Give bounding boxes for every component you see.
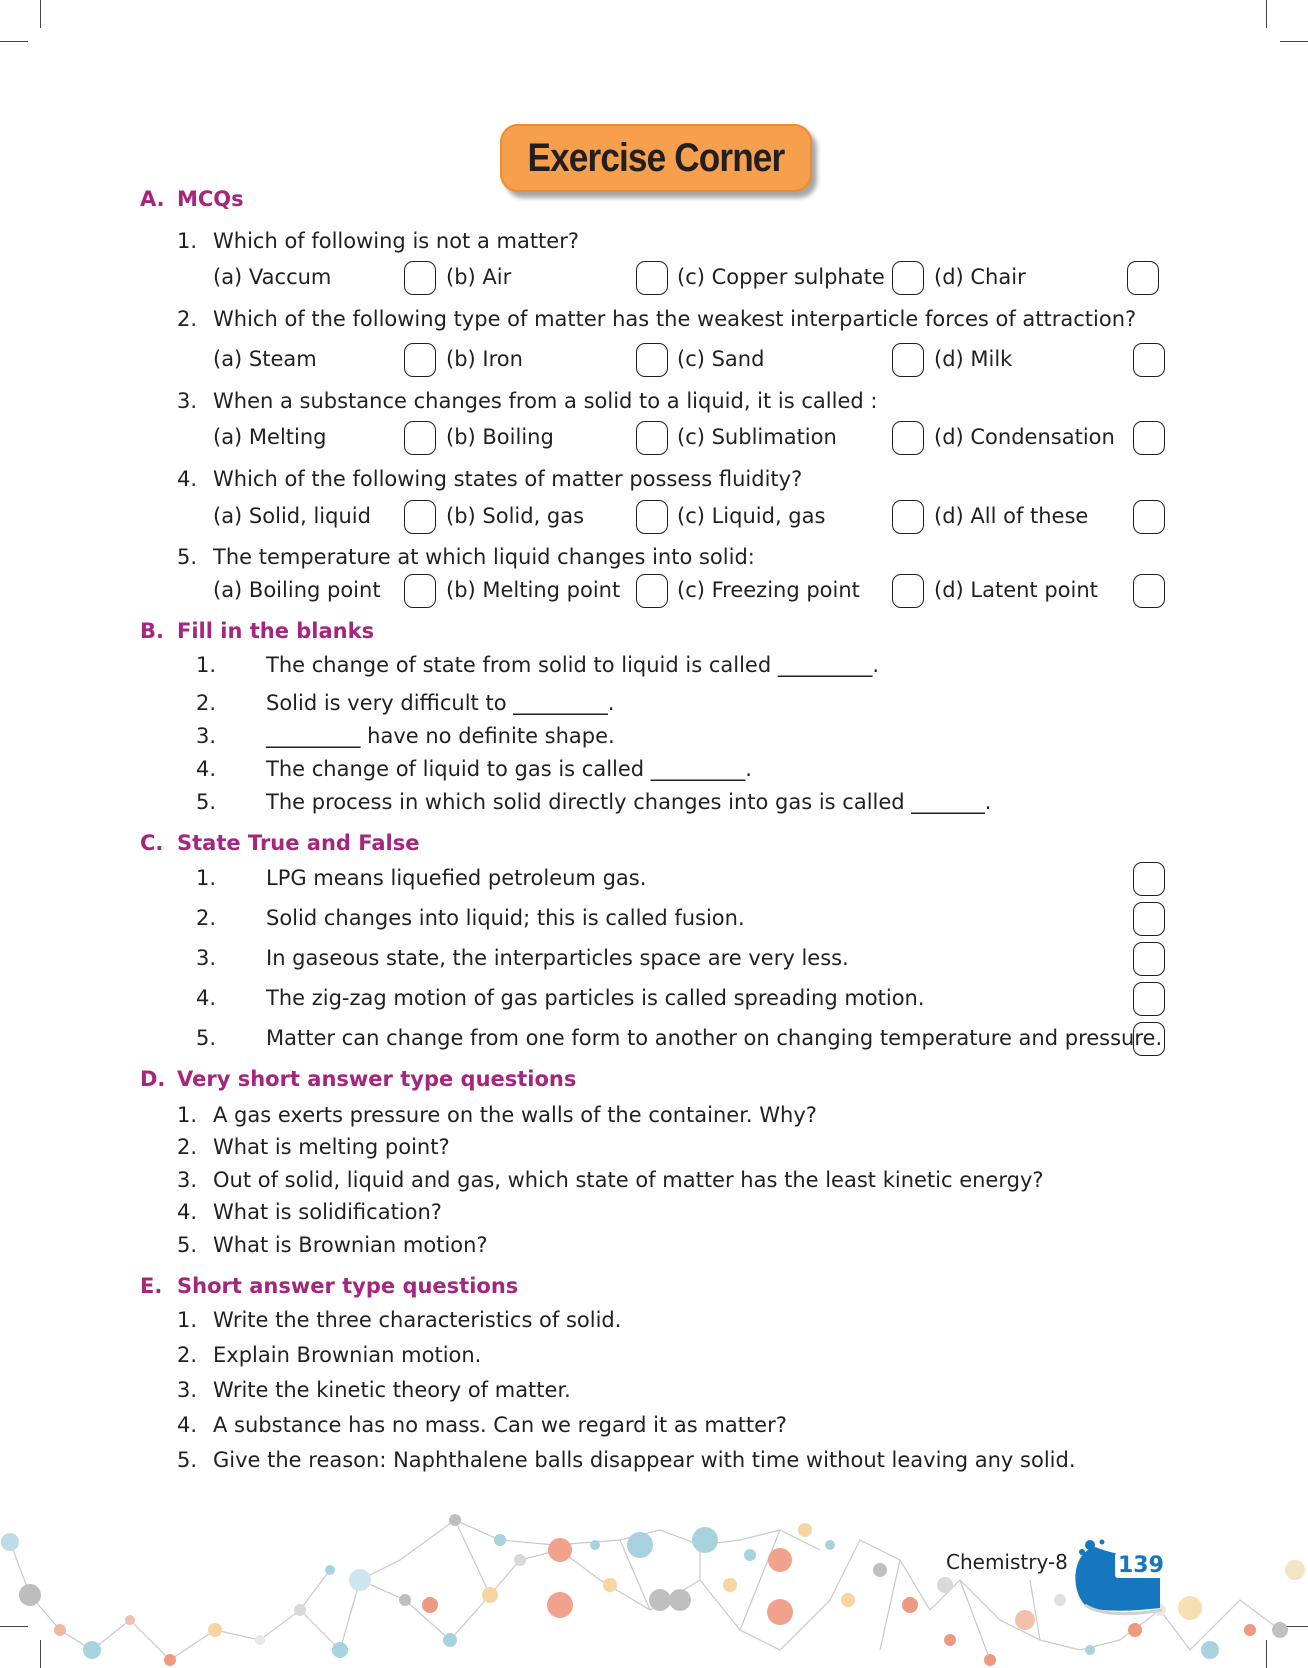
mcq-option: (b) Iron <box>446 347 523 371</box>
page-title: Exercise Corner <box>527 135 785 180</box>
section-letter: C. <box>140 831 164 855</box>
question-item: 1. Write the three characteristics of solid. <box>177 1308 622 1332</box>
section-title: Fill in the blanks <box>177 619 375 643</box>
question-item: 5. Give the reason: Naphthalene balls disappear with time without leaving any solid. <box>177 1448 1076 1472</box>
answer-checkbox[interactable] <box>404 421 436 455</box>
true-false-box[interactable] <box>1133 982 1165 1016</box>
section-letter: E. <box>140 1274 163 1298</box>
mcq-option: (c) Freezing point <box>677 578 860 602</box>
crop-mark <box>1266 0 1267 28</box>
question-item: 4. A substance has no mass. Can we regard it as matter? <box>177 1413 787 1437</box>
answer-checkbox[interactable] <box>1127 261 1159 295</box>
true-false-item: 4. The zig-zag motion of gas particles is called spreading motion. <box>196 986 925 1010</box>
fill-blank-item: 5. The process in which solid directly changes into gas is called _______. <box>196 790 992 814</box>
section-c-heading <box>140 831 420 855</box>
true-false-item: 3. In gaseous state, the interparticles space are very less. <box>196 946 849 970</box>
section-letter: B. <box>140 619 164 643</box>
mcq-option: (a) Melting <box>213 425 327 449</box>
fill-blank-item: 2. Solid is very difficult to _________. <box>196 691 615 715</box>
section-a-heading <box>140 187 244 211</box>
answer-checkbox[interactable] <box>636 261 668 295</box>
section-title: State True and False <box>177 831 420 855</box>
mcq-question: 1. Which of following is not a matter? <box>177 229 579 253</box>
mcq-option: (c) Copper sulphate <box>677 265 885 289</box>
section-d-heading <box>140 1067 576 1091</box>
mcq-option: (b) Melting point <box>446 578 621 602</box>
answer-checkbox[interactable] <box>892 261 924 295</box>
section-title: MCQs <box>177 187 244 211</box>
crop-mark <box>40 0 41 28</box>
mcq-question: 3. When a substance changes from a solid to a liquid, it is called : <box>177 389 878 413</box>
crop-mark <box>0 41 28 42</box>
mcq-option: (b) Solid, gas <box>446 504 585 528</box>
question-item: 3. Write the kinetic theory of matter. <box>177 1378 571 1402</box>
answer-checkbox[interactable] <box>1133 500 1165 534</box>
section-e-heading <box>140 1274 518 1298</box>
answer-checkbox[interactable] <box>636 343 668 377</box>
mcq-question: 5. The temperature at which liquid changes into solid: <box>177 545 755 569</box>
answer-checkbox[interactable] <box>636 421 668 455</box>
mcq-question: 4. Which of the following states of matter possess fluidity? <box>177 467 803 491</box>
answer-checkbox[interactable] <box>636 574 668 608</box>
mcq-option: (c) Liquid, gas <box>677 504 826 528</box>
true-false-box[interactable] <box>1133 1022 1165 1056</box>
question-item: 5. What is Brownian motion? <box>177 1233 488 1257</box>
molecule-decoration <box>0 1500 1308 1668</box>
mcq-option: (c) Sand <box>677 347 765 371</box>
section-b-heading <box>140 619 374 643</box>
section-letter: A. <box>140 187 165 211</box>
answer-checkbox[interactable] <box>892 343 924 377</box>
true-false-item: 5. Matter can change from one form to another on changing temperature and pressure. <box>196 1026 1163 1050</box>
answer-checkbox[interactable] <box>1133 574 1165 608</box>
mcq-option: (d) All of these <box>934 504 1089 528</box>
mcq-option: (d) Latent point <box>934 578 1098 602</box>
true-false-box[interactable] <box>1133 862 1165 896</box>
true-false-box[interactable] <box>1133 942 1165 976</box>
question-item: 4. What is solidification? <box>177 1200 442 1224</box>
mcq-option: (a) Vaccum <box>213 265 332 289</box>
answer-checkbox[interactable] <box>404 261 436 295</box>
mcq-option: (b) Boiling <box>446 425 554 449</box>
section-title: Short answer type questions <box>177 1274 519 1298</box>
true-false-item: 1. LPG means liquefied petroleum gas. <box>196 866 647 890</box>
mcq-option: (a) Steam <box>213 347 317 371</box>
book-title: Chemistry-8 <box>946 1550 1068 1574</box>
mcq-option: (d) Milk <box>934 347 1013 371</box>
fill-blank-item: 1. The change of state from solid to liquid is called _________. <box>196 653 880 677</box>
exercise-corner-banner <box>500 124 812 192</box>
answer-checkbox[interactable] <box>892 574 924 608</box>
answer-checkbox[interactable] <box>1133 343 1165 377</box>
mcq-option: (b) Air <box>446 265 512 289</box>
answer-checkbox[interactable] <box>404 343 436 377</box>
question-item: 1. A gas exerts pressure on the walls of the container. Why? <box>177 1103 817 1127</box>
answer-checkbox[interactable] <box>1133 421 1165 455</box>
true-false-box[interactable] <box>1133 902 1165 936</box>
answer-checkbox[interactable] <box>404 574 436 608</box>
question-item: 2. What is melting point? <box>177 1135 450 1159</box>
mcq-option: (d) Chair <box>934 265 1026 289</box>
mcq-option: (a) Boiling point <box>213 578 381 602</box>
mcq-option: (a) Solid, liquid <box>213 504 371 528</box>
mcq-question: 2. Which of the following type of matter has the weakest interparticle forces of attraction? <box>177 307 1137 331</box>
answer-checkbox[interactable] <box>892 421 924 455</box>
question-item: 3. Out of solid, liquid and gas, which state of matter has the least kinetic energy? <box>177 1168 1044 1192</box>
fill-blank-item: 4. The change of liquid to gas is called _________. <box>196 757 752 781</box>
section-title: Very short answer type questions <box>177 1067 577 1091</box>
question-item: 2. Explain Brownian motion. <box>177 1343 482 1367</box>
true-false-item: 2. Solid changes into liquid; this is called fusion. <box>196 906 745 930</box>
answer-checkbox[interactable] <box>636 500 668 534</box>
section-letter: D. <box>140 1067 166 1091</box>
mcq-option: (c) Sublimation <box>677 425 837 449</box>
fill-blank-item: 3. _________ have no definite shape. <box>196 724 615 748</box>
crop-mark <box>1280 41 1308 42</box>
answer-checkbox[interactable] <box>892 500 924 534</box>
answer-checkbox[interactable] <box>404 500 436 534</box>
page-number: 139 <box>1115 1553 1167 1578</box>
mcq-option: (d) Condensation <box>934 425 1115 449</box>
